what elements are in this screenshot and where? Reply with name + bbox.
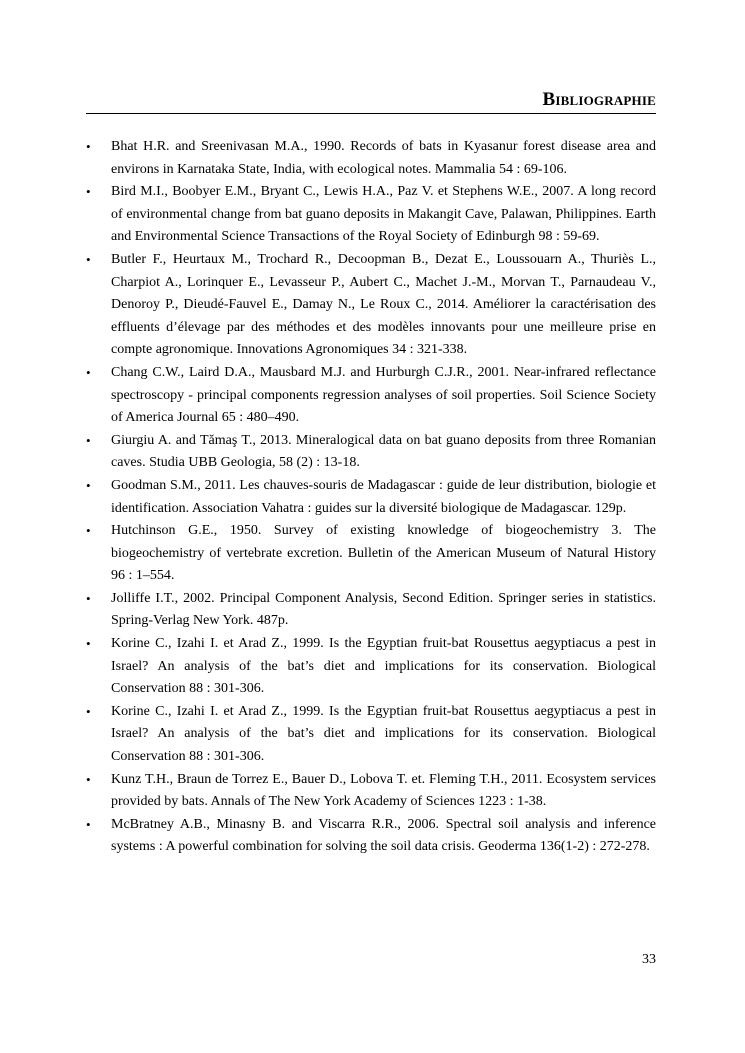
bibliography-entry (86, 136, 656, 181)
entry-text: Giurgiu A. and Tămaş T., 2013. Mineralogical data on bat guano deposits from three Romanian caves. Studia UBB Geologia, 58 (2) : 13-18. (111, 432, 656, 471)
header-rule (86, 113, 656, 114)
entry-text: Jolliffe I.T., 2002. Principal Component Analysis, Second Edition. Springer series in statistics. Spring-Verlag New York. 487p. (111, 590, 656, 629)
entry-text: Kunz T.H., Braun de Torrez E., Bauer D., Lobova T. et. Fleming T.H., 2011. Ecosystem services provided by bats. Annals of The New York Academy of Sciences 1223 : 1-38. (111, 771, 656, 810)
bullet-icon: • (86, 703, 91, 719)
entry-text: Korine C., Izahi I. et Arad Z., 1999. Is the Egyptian fruit-bat Rousettus aegyptiacus a pest in Israel? An analysis of the bat’s diet and implications for its conservation. Biological Conservation 88 : 301-306. (111, 703, 656, 765)
entry-text: Korine C., Izahi I. et Arad Z., 1999. Is the Egyptian fruit-bat Rousettus aegyptiacus a pest in Israel? An analysis of the bat’s diet and implications for its conservation. Biological Conservation 88 : 301-306. (111, 636, 656, 697)
bullet-icon: • (86, 771, 91, 787)
bullet-icon: • (86, 432, 91, 448)
bibliography-list (86, 136, 656, 859)
bibliography-entry (86, 430, 656, 475)
entry-text: Bhat H.R. and Sreenivasan M.A., 1990. Records of bats in Kyasanur forest disease area and environs in Karnataka State, India, with ecological notes. Mammalia 54 : 69-106. (111, 139, 656, 177)
bullet-icon: • (86, 364, 91, 380)
bibliography-entry (86, 181, 656, 249)
bibliography-entry (86, 769, 656, 814)
entry-text: Goodman S.M., 2011. Les chauves-souris de Madagascar : guide de leur distribution, biologie et identification. Association Vahatra : guides sur la diversité biologique de Madagascar. 129p. (111, 477, 656, 516)
page-header-title: Bibliographie (542, 89, 656, 110)
bullet-icon: • (86, 636, 91, 652)
bullet-icon: • (86, 816, 91, 832)
bibliography-entry (86, 814, 656, 859)
bibliography-entry (86, 633, 656, 701)
bibliography-entry (86, 588, 656, 633)
bibliography-entry (86, 475, 656, 520)
entry-text: Chang C.W., Laird D.A., Mausbard M.J. and Hurburgh C.J.R., 2001. Near-infrared reflectance spectroscopy - principal components regression analyses of soil properties. Soil Science Society of America Journal 65 : 480–490. (111, 364, 656, 426)
bullet-icon: • (86, 477, 91, 493)
bullet-icon: • (86, 139, 91, 154)
bibliography-entry (86, 362, 656, 430)
entry-text: McBratney A.B., Minasny B. and Viscarra R.R., 2006. Spectral soil analysis and inference systems : A powerful combination for solving the soil data crisis. Geoderma 136(1-2) : 272-278. (111, 816, 656, 855)
bibliography-entry (86, 701, 656, 769)
bullet-icon: • (86, 523, 91, 539)
page-number: 33 (642, 952, 656, 967)
entry-text: Hutchinson G.E., 1950. Survey of existing knowledge of biogeochemistry 3. The biogeochemistry of vertebrate excretion. Bulletin of the American Museum of Natural History 96 : 1–554. (111, 523, 656, 584)
bullet-icon: • (86, 184, 91, 200)
bullet-icon: • (86, 251, 91, 267)
bibliography-entry (86, 520, 656, 588)
bibliography-entry (86, 249, 656, 362)
entry-text: Butler F., Heurtaux M., Trochard R., Decoopman B., Dezat E., Loussouarn A., Thuriès L., Charpiot A., Lorinquer E., Levasseur P., Aubert C., Machet J.-M., Morvan T., Parnaudeau V., Denoroy P., Dieudé-Fauvel E., Damay N., Le Roux C., 2014. Améliorer la caractérisation des effluents d’élevage par des méthodes et des modèles innovants pour une meilleure prise en compte agronomique. Innovations Agronomiques 34 : 321-338. (111, 251, 656, 358)
entry-text: Bird M.I., Boobyer E.M., Bryant C., Lewis H.A., Paz V. et Stephens W.E., 2007. A long record of environmental change from bat guano deposits in Makangit Cave, Palawan, Philippines. Earth and Environmental Science Transactions of the Royal Society of Edinburgh 98 : 59-69. (111, 184, 656, 245)
bullet-icon: • (86, 590, 91, 606)
